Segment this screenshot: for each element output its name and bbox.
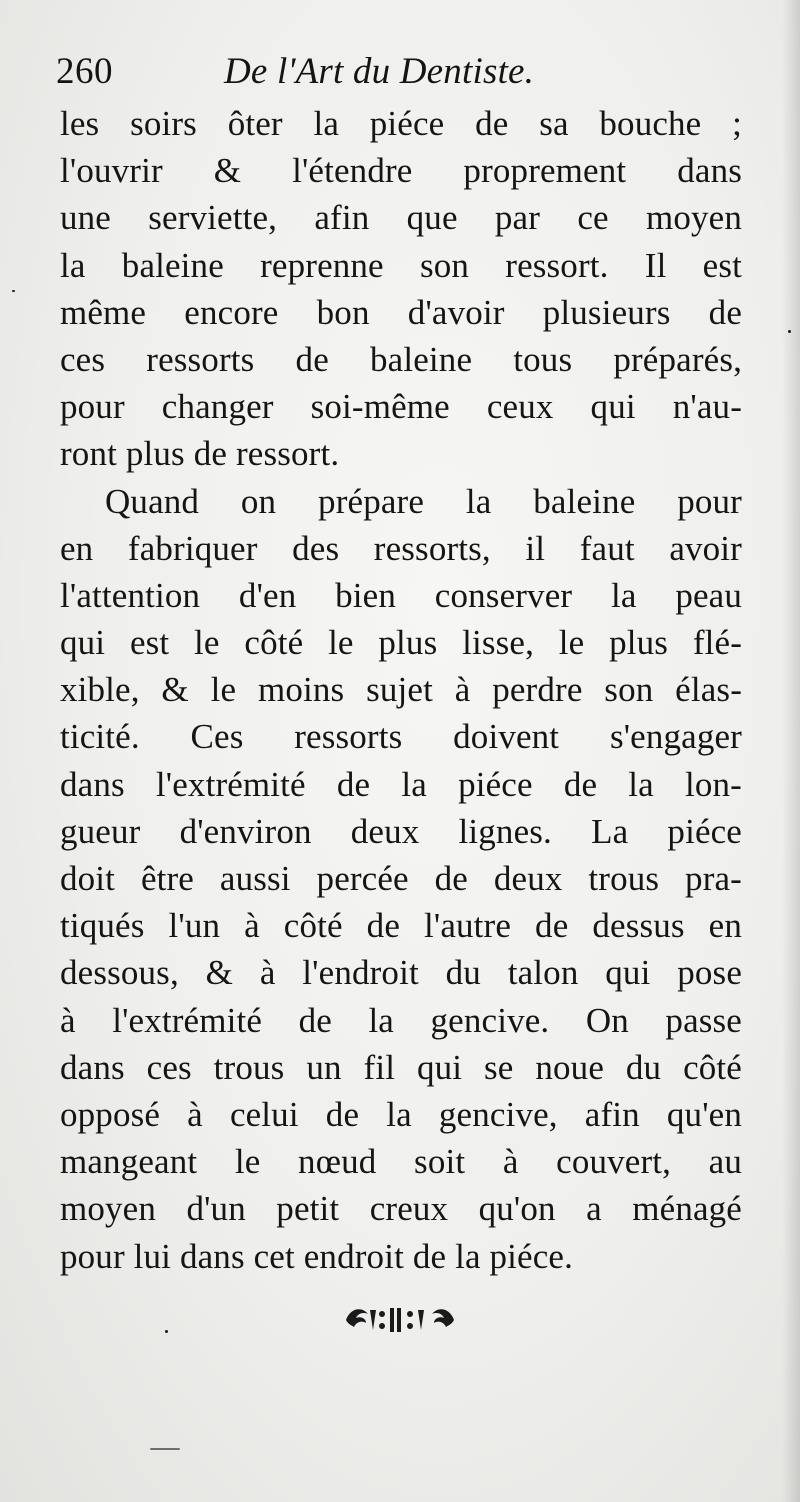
- running-head: De l'Art du Dentiste.: [224, 51, 535, 92]
- text-line: dans l'extrémité de la piéce de la lon-: [60, 764, 742, 804]
- text-line: l'ouvrir & l'étendre proprement dans: [60, 151, 742, 191]
- text-line: pour lui dans cet endroit de la piéce.: [60, 1236, 574, 1276]
- text-line: l'attention d'en bien conserver la peau: [60, 575, 742, 615]
- text-line: doit être aussi percée de deux trous pra-: [60, 859, 742, 898]
- text-line: une serviette, afin que par ce moyen: [60, 198, 742, 238]
- ink-smudge: [150, 1448, 180, 1450]
- text-line: opposé à celui de la gencive, afin qu'en: [60, 1094, 742, 1134]
- body-text: [60, 100, 742, 1280]
- text-line: même encore bon d'avoir plusieurs de: [60, 292, 742, 332]
- text-line: moyen d'un petit creux qu'on a ménagé: [60, 1189, 742, 1229]
- text-line: xible, & le moins sujet à perdre son élas-: [60, 670, 742, 710]
- text-line: qui est le côté le plus lisse, le plus flé-: [60, 623, 742, 663]
- ink-speck: [788, 330, 791, 333]
- page-number: 260: [56, 51, 113, 92]
- text-line: en fabriquer des ressorts, il faut avoir: [60, 528, 742, 568]
- text-line: la baleine reprenne son ressort. Il est: [60, 245, 742, 285]
- text-line: mangeant le nœud soit à couvert, au: [60, 1142, 742, 1182]
- ink-speck: [12, 290, 15, 292]
- text-line: les soirs ôter la piéce de sa bouche ;: [60, 104, 742, 143]
- printers-ornament: [340, 1300, 460, 1340]
- text-line: dessous, & à l'endroit du talon qui pose: [60, 953, 742, 993]
- text-line: à l'extrémité de la gencive. On passe: [60, 1000, 742, 1040]
- page-edge-shadow: [782, 0, 800, 1502]
- text-line: ront plus de ressort.: [60, 434, 340, 474]
- text-line: pour changer soi-même ceux qui n'au-: [60, 387, 742, 427]
- text-line: dans ces trous un fil qui se noue du côté: [60, 1047, 742, 1087]
- page-header: [56, 50, 756, 100]
- text-line: tiqués l'un à côté de l'autre de dessus en: [60, 906, 742, 946]
- text-line: ces ressorts de baleine tous préparés,: [60, 339, 742, 379]
- text-line: Quand on prépare la baleine pour: [105, 481, 742, 521]
- text-line: ticité. Ces ressorts doivent s'engager: [60, 717, 742, 757]
- ink-speck: [165, 1330, 168, 1333]
- text-line: gueur d'environ deux lignes. La piéce: [60, 811, 742, 851]
